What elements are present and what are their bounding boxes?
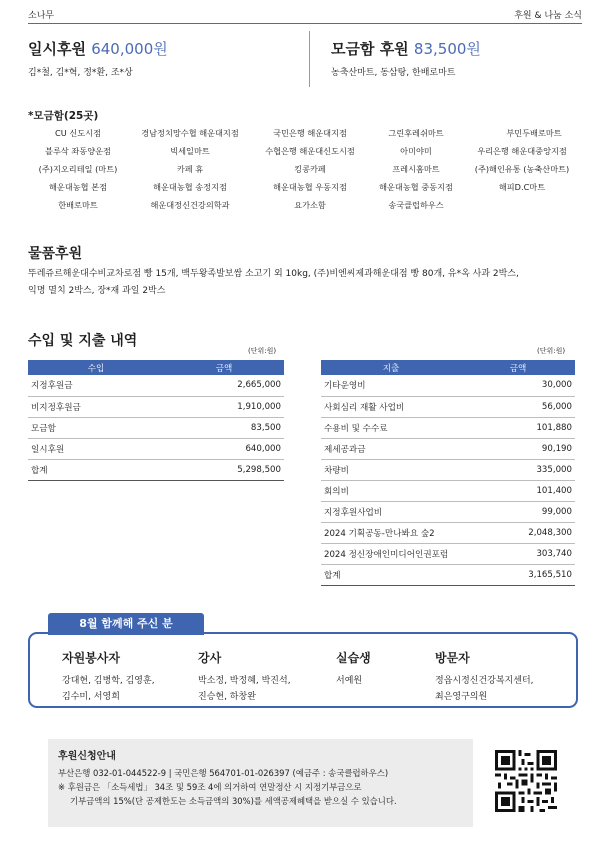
box-row (28, 164, 588, 182)
goods-list (28, 266, 588, 300)
box-row (28, 182, 588, 200)
expense-label: 수용비 및 수수료 (321, 417, 461, 438)
table-row (28, 417, 284, 438)
expense-label: 지정후원사업비 (321, 501, 461, 522)
visitors-names: 정읍시정신건강복지센터, (435, 676, 534, 686)
table-row (321, 522, 575, 543)
expense-header: 지출 (321, 360, 461, 375)
box-location: 부민두배로마트 (506, 128, 562, 138)
total-label: 합계 (321, 564, 461, 585)
newsletter-section-title: 후원 & 나눔 소식 (514, 11, 582, 21)
box-location: 해운대농협 본점 (49, 182, 107, 192)
tax-note: 기부금액의 15%(단 공제한도는 소득금액의 30%)를 세액공제혜택을 받으실 수 있습니다. (70, 796, 397, 806)
expense-label: 사회심리 재활 사업비 (321, 396, 461, 417)
lecturers-names: 박소정, 박정혜, 박진석, (198, 676, 291, 686)
lecturers-column (198, 649, 291, 705)
table-row (321, 375, 575, 396)
expense-label: 기타운영비 (321, 375, 461, 396)
interns-names: 서예원 (336, 676, 363, 686)
finance-title: 수입 및 지출 내역 (28, 333, 138, 349)
expense-value: 56,000 (461, 396, 575, 417)
income-value: 83,500 (164, 417, 284, 438)
table-row (321, 396, 575, 417)
box-location: 그린후레쉬마트 (388, 128, 444, 138)
box-location: 프레시홈마트 (392, 164, 440, 174)
box-location: 경남정치망수협 해운대지점 (141, 128, 239, 138)
participants-box (28, 632, 578, 708)
table-row (321, 480, 575, 501)
box-location: 빅세일마트 (170, 146, 210, 156)
box-location: CU 신도시점 (55, 128, 101, 138)
box-location: 해운대농협 중동지점 (379, 182, 453, 192)
tax-note: ※ 후원금은 「소득세법」 34조 및 59조 4에 의거하여 연말정산 시 지정기부금으로 (58, 782, 362, 792)
box-location: (주)지오리테일 (마트) (38, 164, 118, 174)
donation-guide (48, 739, 473, 827)
income-value: 640,000 (164, 438, 284, 459)
income-label: 모금함 (28, 417, 164, 438)
volunteers-names: 김수미, 서영희 (62, 692, 120, 702)
expense-value: 90,190 (461, 438, 575, 459)
table-row (28, 396, 284, 417)
box-location: 킹콩카페 (294, 164, 326, 174)
box-location: 해운대정신건강의학과 (150, 200, 230, 210)
total-row (321, 564, 575, 585)
one-time-amount: 640,000원 (91, 40, 168, 58)
header-divider (28, 23, 582, 24)
total-value: 5,298,500 (164, 459, 284, 480)
expense-label: 제세공과금 (321, 438, 461, 459)
visitors-title: 방문자 (435, 651, 470, 665)
expense-label: 차량비 (321, 459, 461, 480)
collection-box-list (28, 128, 588, 218)
box-location: 블루삭 좌동양운점 (45, 146, 111, 156)
collection-title: 모금함 후원 (331, 40, 409, 58)
one-time-donors: 김*철, 김*혁, 정*환, 조*상 (28, 68, 133, 78)
table-row (321, 543, 575, 564)
lecturers-names: 진승현, 하창완 (198, 692, 256, 702)
one-time-donation (28, 38, 168, 78)
expense-value: 99,000 (461, 501, 575, 522)
org-name: 소나무 (28, 11, 55, 21)
table-row (321, 417, 575, 438)
donation-divider (309, 31, 310, 87)
box-location: 송국클럽하우스 (388, 200, 444, 210)
income-value: 1,910,000 (164, 396, 284, 417)
box-location: 수협은행 해운대신도시점 (265, 146, 355, 156)
visitors-column (435, 649, 534, 705)
goods-line: 익명 멸치 2박스, 장*재 과일 2박스 (28, 286, 166, 296)
guide-title: 후원신청안내 (58, 751, 116, 762)
table-row (321, 501, 575, 522)
amount-header: 금액 (461, 360, 575, 375)
collection-donors: 농축산마트, 동삼탕, 한배로마트 (331, 68, 456, 78)
income-table (28, 360, 284, 481)
goods-line: 뚜레쥬르해운대수비교차로점 빵 15개, 백두왕족발보쌈 소고기 외 10kg, (주)비엔씨제과해운대점 빵 80개, 유*옥 사과 2박스, (28, 269, 519, 279)
interns-column (336, 649, 371, 689)
box-location: 우리은행 해운대중앙지점 (477, 146, 567, 156)
volunteers-names: 강대현, 김병학, 김영훈, (62, 676, 155, 686)
expense-value: 30,000 (461, 375, 575, 396)
box-location: 해피D.C마트 (498, 182, 546, 192)
income-header: 수입 (28, 360, 164, 375)
box-location: 아미야미 (400, 146, 432, 156)
page-header (28, 8, 582, 24)
expense-label: 2024 기획공동-만나봐요 숲2 (321, 522, 461, 543)
box-location: 한배로마트 (58, 200, 98, 210)
income-value: 2,665,000 (164, 375, 284, 396)
box-location: (주)해인유통 (농축산마트) (474, 164, 570, 174)
income-label: 일시후원 (28, 438, 164, 459)
income-label: 지정후원금 (28, 375, 164, 396)
goods-title: 물품후원 (28, 246, 83, 262)
income-label: 비지정후원금 (28, 396, 164, 417)
volunteers-column (62, 649, 155, 705)
box-location: 해운대농협 우동지점 (273, 182, 347, 192)
expense-unit: (단위:원) (537, 347, 566, 355)
box-row (28, 200, 588, 218)
participants-tab: 8월 함께해 주신 분 (48, 613, 204, 635)
amount-header: 금액 (164, 360, 284, 375)
volunteers-title: 자원봉사자 (62, 651, 120, 665)
box-location: 국민은행 해운대지점 (273, 128, 347, 138)
box-row (28, 146, 588, 164)
expense-value: 101,400 (461, 480, 575, 501)
expense-value: 303,740 (461, 543, 575, 564)
lecturers-title: 강사 (198, 651, 222, 665)
box-location: 해운대농협 송정지점 (153, 182, 227, 192)
total-row (28, 459, 284, 480)
income-unit: (단위:원) (248, 347, 277, 355)
expense-value: 335,000 (461, 459, 575, 480)
bank-accounts: 부산은행 032-01-044522-9 | 국민은행 564701-01-026397 (예금주 : 송국클럽하우스) (58, 768, 389, 778)
qr-code-icon[interactable] (495, 750, 557, 812)
total-value: 3,165,510 (461, 564, 575, 585)
expense-value: 2,048,300 (461, 522, 575, 543)
table-row (28, 438, 284, 459)
interns-title: 실습생 (336, 651, 371, 665)
collection-amount: 83,500원 (413, 40, 481, 58)
visitors-names: 최은영구의원 (435, 692, 488, 702)
box-row (28, 128, 588, 146)
total-label: 합계 (28, 459, 164, 480)
box-location: 카페 휴 (176, 164, 204, 174)
boxes-title: *모금함(25곳) (28, 110, 99, 122)
table-row (28, 375, 284, 396)
expense-label: 2024 정신장애인미디어인권포럼 (321, 543, 461, 564)
one-time-title: 일시후원 (28, 40, 86, 58)
expense-label: 회의비 (321, 480, 461, 501)
collection-box-donation (331, 38, 481, 78)
table-row (321, 438, 575, 459)
table-row (321, 459, 575, 480)
box-location: 요가소함 (294, 200, 326, 210)
expense-table (321, 360, 575, 586)
expense-value: 101,880 (461, 417, 575, 438)
